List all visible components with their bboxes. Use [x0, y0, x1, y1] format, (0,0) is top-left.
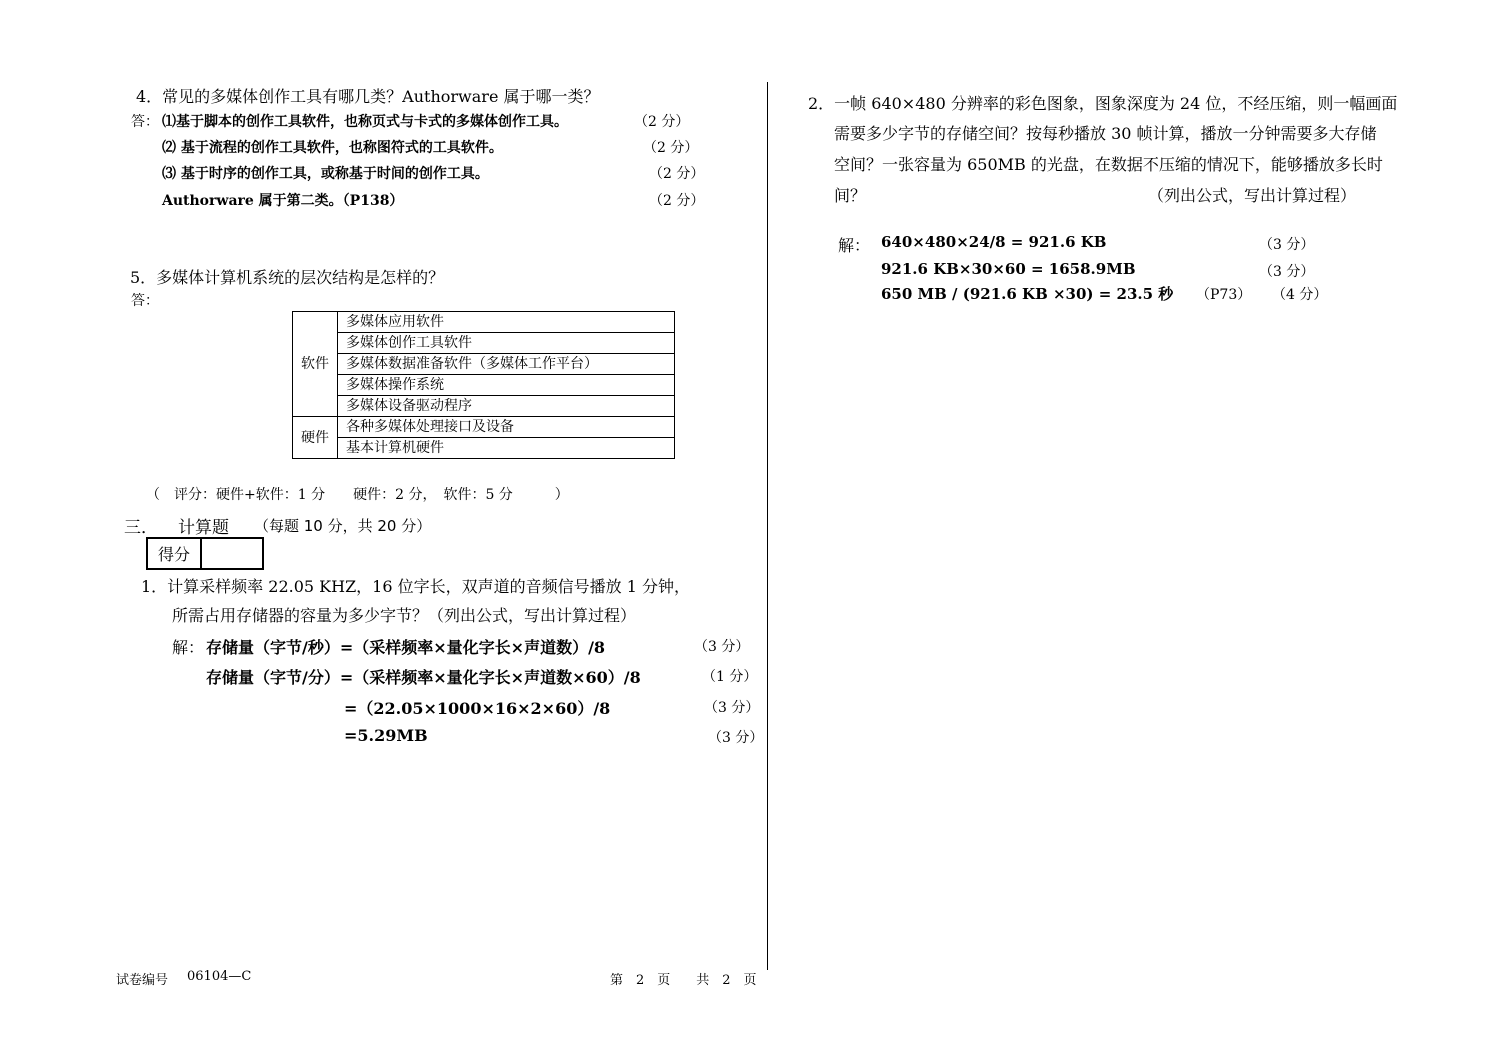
calc2-solution-label: 解：	[838, 236, 871, 255]
q4-answer-label: 答：	[131, 114, 159, 130]
software-category-cell: 软件	[293, 312, 338, 417]
footer-page-info: 第 2 页 共 2 页	[610, 973, 757, 988]
table-row	[293, 396, 675, 417]
q5-question: 5．多媒体计算机系统的层次结构是怎样的？	[130, 268, 445, 287]
layer-cell: 多媒体数据准备软件（多媒体工作平台）	[338, 354, 675, 375]
q5-answer-label: 答：	[131, 293, 159, 309]
system-layer-table	[292, 311, 675, 459]
table-row	[293, 375, 675, 396]
table-row	[293, 312, 675, 333]
calc1-question-line1: 1．计算采样频率 22.05 KHZ，16 位字长，双声道的音频信号播放 1 分钟，	[141, 577, 690, 596]
score-box	[146, 537, 264, 570]
calc1-step-4-score: （3 分）	[708, 730, 764, 746]
calc2-question-line3: 空间？一张容量为 650MB 的光盘，在数据不压缩的情况下，能够播放多长时	[834, 155, 1383, 174]
layer-cell: 多媒体创作工具软件	[338, 333, 675, 354]
layer-cell: 多媒体操作系统	[338, 375, 675, 396]
footer-paper-label: 试卷编号	[116, 973, 169, 988]
calc1-step-3-score: （3 分）	[704, 700, 760, 716]
section-title: 计算题	[178, 518, 229, 538]
q4-answer-item-2: ⑵ 基于流程的创作工具软件，也称图符式的工具软件。	[162, 140, 503, 156]
calc1-step-2-score: （1 分）	[702, 669, 758, 685]
hardware-category-cell: 硬件	[293, 417, 338, 459]
calc1-step-1: 存储量（字节/秒）=（采样频率×量化字长×声道数）/8	[206, 638, 606, 657]
section-note: （每题 10 分，共 20 分）	[254, 517, 432, 535]
calc2-step-2-score: （3 分）	[1259, 264, 1315, 280]
calc1-step-3: =（22.05×1000×16×2×60）/8	[344, 699, 611, 718]
calc2-question-line1: 2．一帧 640×480 分辨率的彩色图象，图象深度为 24 位，不经压缩，则一幅画面	[808, 94, 1398, 113]
calc2-question-line4: 间？	[834, 186, 867, 205]
score-box-label: 得分	[148, 539, 202, 568]
calc1-step-1-score: （3 分）	[694, 639, 750, 655]
layer-cell: 多媒体应用软件	[338, 312, 675, 333]
q4-answer-item-3: ⑶ 基于时序的创作工具，或称基于时间的创作工具。	[162, 166, 489, 182]
layer-cell: 各种多媒体处理接口及设备	[338, 417, 675, 438]
q4-answer-score-4: （2 分）	[649, 193, 705, 209]
q4-answer-score-2: （2 分）	[643, 140, 699, 156]
calc1-question-line2: 所需占用存储器的容量为多少字节？（列出公式，写出计算过程）	[172, 606, 637, 625]
table-row	[293, 417, 675, 438]
calc2-step-1-score: （3 分）	[1259, 237, 1315, 253]
q4-answer-score-3: （2 分）	[649, 166, 705, 182]
q4-question: 4．常见的多媒体创作工具有哪几类？Authorware 属于哪一类？	[136, 87, 600, 106]
table-row	[293, 354, 675, 375]
calc2-hint: （列出公式，写出计算过程）	[1148, 186, 1357, 205]
q4-answer-item-4: Authorware 属于第二类。（P138）	[162, 193, 404, 209]
calc2-step-3-ref: （P73）	[1196, 287, 1252, 303]
calc2-step-2: 921.6 KB×30×60 = 1658.9MB	[881, 260, 1136, 278]
calc2-step-1: 640×480×24/8 = 921.6 KB	[881, 233, 1107, 251]
calc1-step-4: =5.29MB	[344, 726, 428, 745]
calc2-step-3: 650 MB / (921.6 KB ×30) = 23.5 秒	[881, 285, 1174, 303]
layer-cell: 基本计算机硬件	[338, 438, 675, 459]
footer-paper-number: 06104—C	[187, 969, 252, 984]
calc1-step-2: 存储量（字节/分）=（采样频率×量化字长×声道数×60）/8	[206, 668, 641, 687]
q5-scoring-note: （ 评分：硬件+软件：1 分 硬件：2 分， 软件：5 分 ）	[146, 487, 569, 503]
calc2-question-line2: 需要多少字节的存储空间？按每秒播放 30 帧计算，播放一分钟需要多大存储	[834, 124, 1377, 143]
table-row	[293, 438, 675, 459]
column-divider	[767, 82, 768, 970]
calc2-step-3-score: （4 分）	[1272, 287, 1328, 303]
section-number: 三．	[124, 518, 158, 538]
calc1-solution-label: 解：	[172, 638, 205, 657]
score-box-value	[202, 539, 262, 568]
q4-answer-item-1: ⑴基于脚本的创作工具软件，也称页式与卡式的多媒体创作工具。	[162, 114, 568, 130]
q4-answer-score-1: （2 分）	[634, 114, 690, 130]
table-row	[293, 333, 675, 354]
layer-cell: 多媒体设备驱动程序	[338, 396, 675, 417]
